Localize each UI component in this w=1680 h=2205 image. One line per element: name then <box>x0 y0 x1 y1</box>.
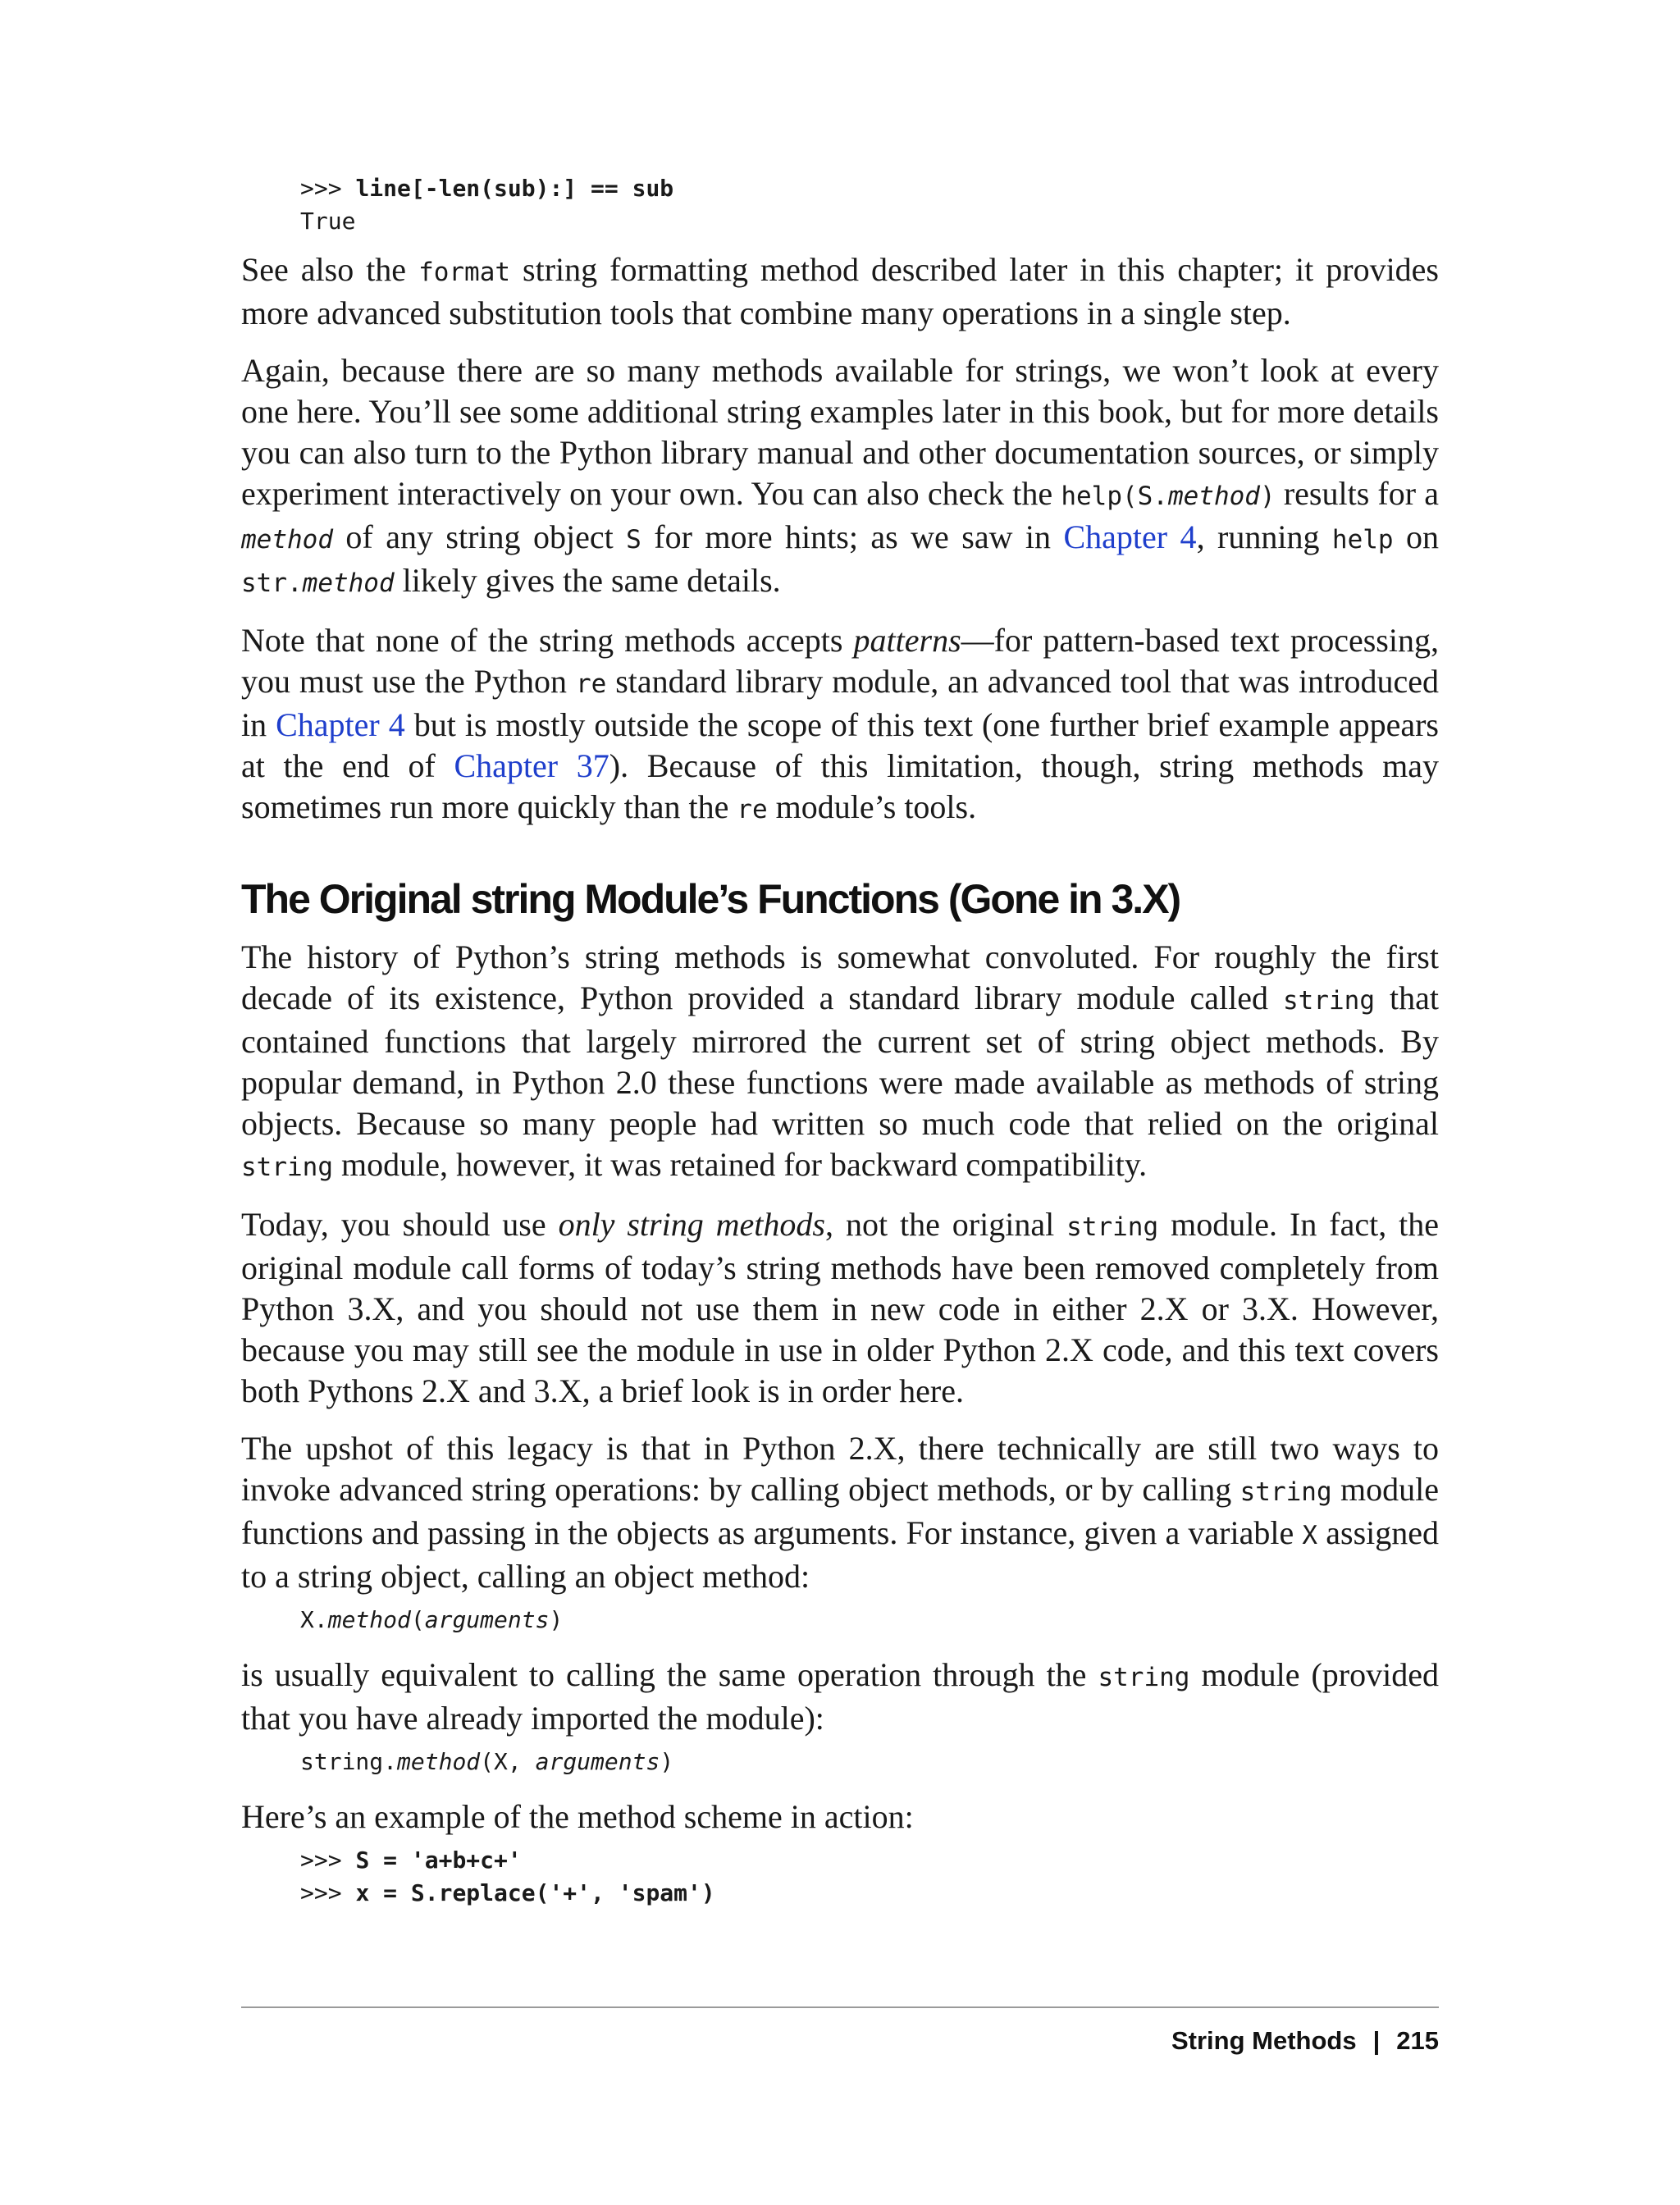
footer-separator: | <box>1372 2026 1381 2055</box>
page-content <box>241 172 1439 1910</box>
code-block-module-call: string.method(X, arguments) <box>300 1748 674 1775</box>
paragraph-upshot: The upshot of this legacy is that in Python 2.X, there technically are still two ways to invoke advanced string operations: by calling object methods, or by calling string module functions and passing in the objects as arguments. For instance, given a variable X assigned to a string object, calling an object method: <box>241 1430 1440 1595</box>
page-footer <box>1171 2026 1439 2056</box>
paragraph-patterns: Note that none of the string methods accepts patterns—for pattern-based text processing, you must use the Python re standard library module, an advanced tool that was introduced in Chapter 4 but is mostly outside the scope of this text (one further brief example appears at the end of Chapter 37). Because of this limitation, though, string methods may sometimes run more quickly than the re module’s tools. <box>241 622 1440 825</box>
page-number: 215 <box>1396 2026 1439 2055</box>
chapter-4-link[interactable]: Chapter 4 <box>1063 518 1197 555</box>
chapter-4-link-2[interactable]: Chapter 4 <box>276 706 405 743</box>
paragraph-equivalent: is usually equivalent to calling the same operation through the string module (provided that you have already imported the module): <box>241 1656 1439 1737</box>
paragraph-example-intro: Here’s an example of the method scheme in action: <box>241 1798 914 1835</box>
code-line: line[-len(sub):] == sub <box>355 175 674 202</box>
paragraph-today: Today, you should use only string methods, not the original string module. In fact, the original module call forms of today’s string methods have been removed completely from Python 3.X, and you should not use them in new code in either 2.X or 3.X. However, because you may still see the module in use in older Python 2.X code, and this text covers both Pythons 2.X and 3.X, a brief look is in order here. <box>241 1206 1440 1409</box>
footer-divider <box>241 2006 1439 2008</box>
code-output: True <box>300 208 356 235</box>
running-footer-title: String Methods <box>1171 2026 1357 2055</box>
paragraph-many-methods: Again, because there are so many methods available for strings, we won’t look at every one here. You’ll see some additional string examples later in this book, but for more details you can also turn to the Python library manual and other documentation sources, or simply experiment interactively on your own. You can also check the help(S.method) results for a method of any string object S for more hints; as we saw in Chapter 4, running help on str.method likely gives the same details. <box>241 352 1440 599</box>
inline-code: format <box>418 258 511 287</box>
code-block-object-method: X.method(arguments) <box>300 1606 564 1633</box>
code-prompt: >>> <box>300 175 356 202</box>
chapter-37-link[interactable]: Chapter 37 <box>454 747 609 784</box>
section-heading: The Original string Module’s Functions (Gone in 3.X) <box>241 876 1180 922</box>
paragraph-history: The history of Python’s string methods is somewhat convoluted. For roughly the first decade of its existence, Python provided a standard library module called string that contained functions that largely mirrored the current set of string object methods. By popular demand, in Python 2.0 these functions were made available as methods of string objects. Because so many people had written so much code that relied on the original string module, however, it was retained for backward compatibility. <box>241 938 1439 1183</box>
code-block-top <box>300 172 1439 238</box>
paragraph-format-method: See also the format string formatting method described later in this chapter; it provides more advanced substitution tools that combine many operations in a single step. <box>241 251 1439 331</box>
code-block-example: >>> S = 'a+b+c+' >>> x = S.replace('+', 'spam') <box>300 1847 715 1906</box>
inline-code: help(S.method) <box>1061 482 1276 511</box>
